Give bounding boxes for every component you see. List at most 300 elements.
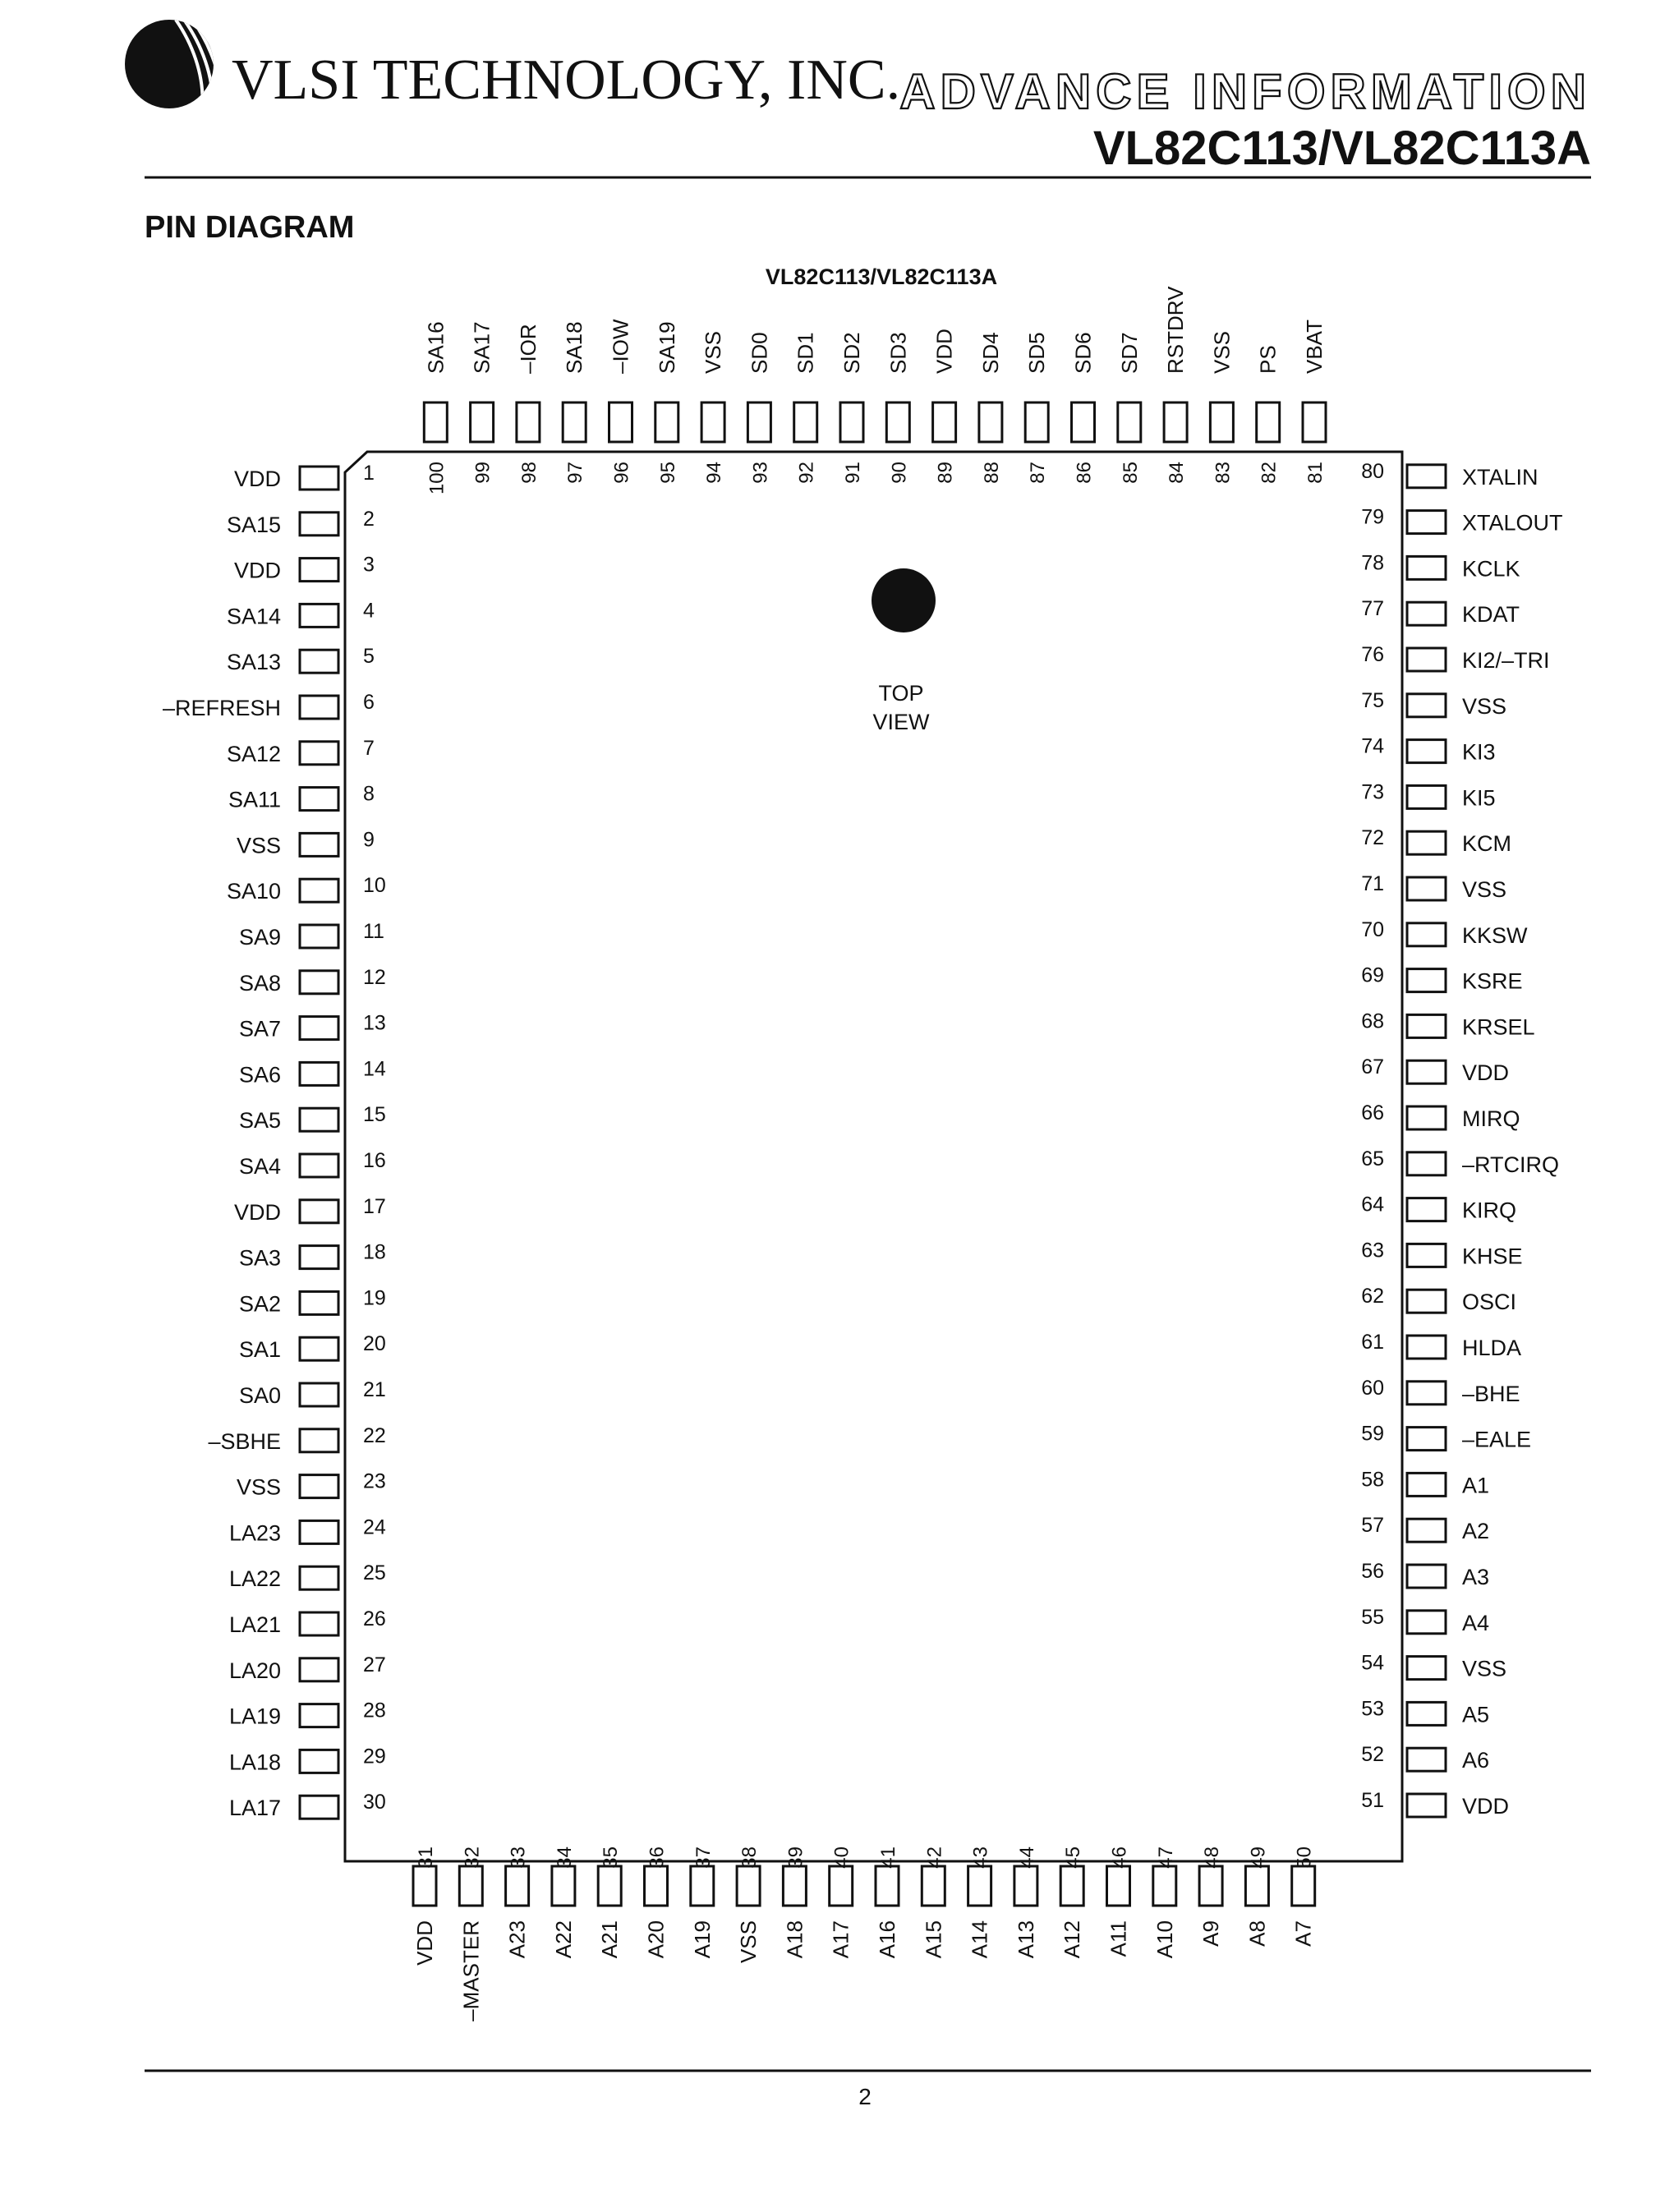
vlsi-logo: [125, 20, 232, 110]
pin-14-name: SA6: [238, 1062, 281, 1088]
pin-43-name: A14: [967, 1920, 992, 1959]
pin-48-number: 48: [1201, 1846, 1224, 1869]
pin-24-name: LA23: [228, 1520, 281, 1546]
pin-81-name: VBAT: [1302, 320, 1327, 374]
pin-45-name: A12: [1060, 1920, 1085, 1959]
pin-84-lead: [1164, 402, 1187, 442]
pin-74-number: 74: [1361, 734, 1384, 758]
pin-25-number: 25: [363, 1561, 386, 1585]
pin-58-number: 58: [1361, 1468, 1384, 1492]
pin-27-name: LA20: [228, 1658, 281, 1683]
pin-51-lead: [1407, 1794, 1446, 1817]
pin-31-name: VDD: [412, 1920, 437, 1966]
pin-73-lead: [1407, 785, 1446, 808]
pin-82-name: PS: [1255, 345, 1281, 374]
pin-11-lead: [300, 925, 338, 948]
right-pin-row: [1361, 460, 1562, 1819]
pin-79-name: XTALOUT: [1462, 510, 1563, 536]
pin-90-name: SD3: [885, 332, 911, 374]
pin-12-name: SA8: [238, 970, 281, 996]
pin-29-name: LA18: [228, 1750, 281, 1775]
pin-86-name: SD6: [1070, 332, 1096, 374]
pin-9-lead: [300, 833, 338, 856]
pin-51-number: 51: [1361, 1789, 1384, 1812]
pin-23-name: VSS: [236, 1474, 281, 1500]
pin-74-name: KI3: [1462, 739, 1496, 765]
pin-15-number: 15: [363, 1103, 386, 1127]
pin-32-number: 32: [461, 1846, 484, 1869]
pin-62-number: 62: [1361, 1285, 1384, 1308]
pin-100-number: 100: [425, 462, 448, 495]
pin-43-lead: [968, 1866, 991, 1906]
pin-29-number: 29: [363, 1745, 386, 1768]
pin-52-name: A6: [1462, 1748, 1490, 1773]
pin-62-lead: [1407, 1290, 1446, 1313]
pin-46-lead: [1107, 1866, 1130, 1906]
pin-32-name: –MASTER: [458, 1920, 484, 2021]
pin-44-lead: [1014, 1866, 1037, 1906]
pin-5-name: SA13: [226, 650, 281, 675]
pin-33-lead: [506, 1866, 529, 1906]
bottom-pin-row: [412, 1846, 1316, 2021]
pin-1-lead: [300, 467, 338, 490]
pin-61-name: HLDA: [1462, 1336, 1522, 1360]
pin-93-name: SD0: [747, 332, 772, 374]
pin-83-lead: [1210, 402, 1233, 442]
pin-60-lead: [1407, 1382, 1446, 1405]
pin-20-lead: [300, 1337, 338, 1360]
pin-97-name: SA18: [562, 321, 587, 374]
pin-47-number: 47: [1154, 1846, 1177, 1869]
pin-34-lead: [552, 1866, 575, 1906]
pin-18-number: 18: [363, 1240, 386, 1264]
pin-51-name: VDD: [1462, 1794, 1510, 1819]
pin-16-number: 16: [363, 1149, 386, 1172]
pin-90-number: 90: [888, 462, 911, 484]
pin-65-lead: [1407, 1152, 1446, 1175]
pin-18-lead: [300, 1246, 338, 1269]
pin-34-number: 34: [553, 1846, 576, 1869]
pin-27-lead: [300, 1658, 338, 1681]
pin-61-lead: [1407, 1336, 1446, 1359]
pin-99-lead: [471, 402, 494, 442]
pin-44-name: A13: [1013, 1920, 1038, 1959]
pin-1-number: 1: [363, 462, 375, 485]
pin-36-name: A20: [643, 1920, 669, 1959]
pin-19-lead: [300, 1291, 338, 1314]
pin-37-number: 37: [692, 1846, 715, 1869]
pin-41-name: A16: [875, 1920, 899, 1959]
pin-89-name: VDD: [931, 329, 957, 374]
pin-65-number: 65: [1361, 1147, 1384, 1170]
pin-3-number: 3: [363, 553, 375, 577]
pin-82-number: 82: [1258, 462, 1281, 484]
pin-66-number: 66: [1361, 1101, 1384, 1124]
pin-70-number: 70: [1361, 917, 1384, 941]
pin-71-lead: [1407, 877, 1446, 900]
company-name: VLSI TECHNOLOGY, INC.: [232, 48, 901, 112]
pin-75-number: 75: [1361, 688, 1384, 712]
pin-15-name: SA5: [238, 1108, 281, 1134]
pin-65-name: –RTCIRQ: [1462, 1152, 1560, 1177]
pin-37-name: A19: [689, 1920, 715, 1959]
pin-98-lead: [517, 402, 540, 442]
pin-49-number: 49: [1247, 1846, 1270, 1869]
pin-14-number: 14: [363, 1057, 386, 1081]
pin-49-name: A8: [1244, 1920, 1270, 1947]
pin-13-number: 13: [363, 1011, 386, 1035]
pin-79-number: 79: [1361, 505, 1384, 529]
pin-36-lead: [645, 1866, 668, 1906]
page-number: 2: [858, 2084, 872, 2109]
pin-76-number: 76: [1361, 643, 1384, 666]
pin-68-number: 68: [1361, 1009, 1384, 1033]
pin-100-lead: [424, 402, 447, 442]
pin-70-lead: [1407, 923, 1446, 946]
pin-90-lead: [886, 402, 909, 442]
top-view-label-line2: VIEW: [872, 710, 930, 734]
pin-21-number: 21: [363, 1378, 386, 1401]
pin-64-name: KIRQ: [1462, 1198, 1517, 1223]
pin-60-name: –BHE: [1462, 1381, 1520, 1406]
pin-22-name: –SBHE: [208, 1428, 281, 1454]
pin-7-name: SA12: [226, 741, 281, 766]
pin-33-name: A23: [504, 1920, 530, 1959]
pin-88-name: SD4: [977, 332, 1003, 374]
pin-96-lead: [609, 402, 632, 442]
pin-45-lead: [1060, 1866, 1083, 1906]
pin-4-number: 4: [363, 599, 375, 623]
pin-50-name: A7: [1290, 1920, 1316, 1947]
pin-66-name: MIRQ: [1462, 1106, 1520, 1131]
pin-25-lead: [300, 1566, 338, 1589]
pin-12-number: 12: [363, 965, 386, 989]
pin-75-name: VSS: [1462, 693, 1507, 719]
pin-16-name: SA4: [238, 1154, 281, 1179]
pin-30-name: LA17: [228, 1796, 281, 1821]
pin-94-name: VSS: [701, 330, 726, 374]
top-pin-row: [423, 286, 1327, 494]
pin-30-lead: [300, 1796, 338, 1819]
pin-78-number: 78: [1361, 551, 1384, 575]
pin-27-number: 27: [363, 1653, 386, 1676]
pin-56-lead: [1407, 1565, 1446, 1588]
pin-5-lead: [300, 650, 338, 673]
pin-42-name: A15: [921, 1920, 946, 1959]
pin-1-name: VDD: [233, 467, 281, 491]
pin-73-name: KI5: [1462, 785, 1496, 811]
pin-6-number: 6: [363, 691, 375, 714]
pin-40-name: A17: [828, 1920, 853, 1959]
pin-40-lead: [830, 1866, 853, 1906]
pin-80-number: 80: [1361, 459, 1384, 483]
pin-72-number: 72: [1361, 826, 1384, 850]
pin-53-lead: [1407, 1702, 1446, 1725]
pin-59-lead: [1407, 1428, 1446, 1451]
pin-57-name: A2: [1462, 1519, 1490, 1544]
pin-48-lead: [1199, 1866, 1222, 1906]
pin-89-lead: [933, 402, 956, 442]
pin-6-name: –REFRESH: [162, 696, 281, 720]
pin-36-number: 36: [646, 1846, 669, 1869]
pin-46-number: 46: [1108, 1846, 1131, 1869]
pin-83-name: VSS: [1209, 330, 1235, 374]
pin-45-number: 45: [1062, 1846, 1085, 1869]
section-title: PIN DIAGRAM: [145, 210, 355, 245]
part-number-heading: VL82C113/VL82C113A: [1092, 122, 1591, 175]
pin-41-lead: [876, 1866, 899, 1906]
pin-53-number: 53: [1361, 1697, 1384, 1721]
pin-21-lead: [300, 1383, 338, 1406]
pin-31-lead: [413, 1866, 436, 1906]
pin-47-lead: [1153, 1866, 1176, 1906]
pin-56-number: 56: [1361, 1560, 1384, 1583]
top-view-label-line1: TOP: [878, 681, 924, 706]
pin-13-name: SA7: [238, 1016, 281, 1042]
pin-19-number: 19: [363, 1286, 386, 1310]
pin-24-number: 24: [363, 1515, 386, 1539]
pin-28-lead: [300, 1704, 338, 1727]
pin-64-lead: [1407, 1198, 1446, 1221]
pin-39-lead: [783, 1866, 806, 1906]
pin-91-number: 91: [842, 462, 864, 484]
pin-42-number: 42: [923, 1846, 946, 1869]
pin-58-name: A1: [1462, 1473, 1490, 1498]
pin-37-lead: [691, 1866, 714, 1906]
pin-78-name: KCLK: [1462, 556, 1520, 582]
pin-69-name: KSRE: [1462, 968, 1523, 994]
pin-8-number: 8: [363, 782, 375, 806]
pin-18-name: SA3: [238, 1245, 281, 1271]
pin-29-lead: [300, 1750, 338, 1773]
pin-12-lead: [300, 971, 338, 994]
pin-91-name: SD2: [839, 332, 864, 374]
pin-49-lead: [1245, 1866, 1268, 1906]
pin-28-number: 28: [363, 1699, 386, 1722]
pin-one-indicator-dot: [872, 568, 936, 632]
pin-39-name: A18: [782, 1920, 807, 1959]
pin-97-lead: [563, 402, 586, 442]
pin-5-number: 5: [363, 645, 375, 669]
advance-information-banner: ADVANCE INFORMATION: [899, 64, 1591, 119]
pin-80-name: XTALIN: [1462, 464, 1539, 490]
pin-38-name: VSS: [736, 1920, 761, 1964]
pin-11-name: SA9: [238, 925, 281, 950]
pin-2-name: SA15: [226, 512, 281, 537]
pin-59-name: –EALE: [1462, 1427, 1532, 1452]
pin-84-name: RSTDRV: [1163, 286, 1189, 374]
pin-75-lead: [1407, 694, 1446, 717]
pin-52-number: 52: [1361, 1743, 1384, 1767]
pin-92-lead: [794, 402, 817, 442]
pin-3-name: VDD: [233, 558, 281, 583]
pin-71-number: 71: [1361, 872, 1384, 895]
pin-69-number: 69: [1361, 963, 1384, 987]
pin-96-name: –IOW: [608, 319, 633, 374]
pin-100-name: SA16: [423, 321, 448, 374]
pin-69-lead: [1407, 969, 1446, 992]
pin-63-lead: [1407, 1244, 1446, 1267]
pin-96-number: 96: [610, 462, 633, 484]
pin-55-number: 55: [1361, 1605, 1384, 1629]
pin-68-name: KRSEL: [1462, 1014, 1535, 1040]
pin-76-lead: [1407, 648, 1446, 671]
pin-85-lead: [1118, 402, 1141, 442]
pin-97-number: 97: [564, 462, 587, 484]
pin-70-name: KKSW: [1462, 922, 1528, 948]
pin-35-number: 35: [600, 1846, 623, 1869]
pin-99-name: SA17: [469, 321, 494, 374]
pin-98-number: 98: [517, 462, 540, 484]
pin-76-name: KI2/–TRI: [1462, 648, 1550, 673]
pin-44-number: 44: [1015, 1846, 1038, 1869]
pin-86-lead: [1072, 402, 1095, 442]
pin-8-name: SA11: [228, 787, 281, 812]
pin-39-number: 39: [784, 1846, 807, 1869]
pin-88-number: 88: [980, 462, 1003, 484]
pin-94-number: 94: [703, 462, 726, 484]
pin-33-number: 33: [507, 1846, 530, 1869]
pin-17-number: 17: [363, 1194, 386, 1218]
pin-14-lead: [300, 1062, 338, 1085]
pin-85-name: SD7: [1116, 332, 1142, 374]
pin-13-lead: [300, 1017, 338, 1040]
pin-50-lead: [1292, 1866, 1315, 1906]
pin-22-number: 22: [363, 1423, 386, 1447]
left-pin-row: [163, 462, 386, 1820]
pin-81-number: 81: [1304, 462, 1327, 484]
pin-89-number: 89: [934, 462, 957, 484]
pin-58-lead: [1407, 1473, 1446, 1496]
pin-72-name: KCM: [1462, 831, 1511, 857]
pin-4-name: SA14: [226, 604, 281, 629]
pin-57-number: 57: [1361, 1514, 1384, 1538]
pin-77-name: KDAT: [1462, 602, 1520, 628]
pin-62-name: OSCI: [1462, 1290, 1517, 1315]
chip-title: VL82C113/VL82C113A: [765, 264, 998, 289]
pin-35-name: A21: [597, 1920, 623, 1959]
pin-43-number: 43: [969, 1846, 992, 1869]
pin-82-lead: [1257, 402, 1280, 442]
pin-50-number: 50: [1293, 1846, 1316, 1869]
pin-2-lead: [300, 513, 338, 536]
pin-80-lead: [1407, 465, 1446, 488]
pin-53-name: A5: [1462, 1702, 1490, 1727]
pin-87-name: SD5: [1024, 332, 1050, 374]
pin-21-name: SA0: [238, 1383, 281, 1408]
pin-7-lead: [300, 742, 338, 765]
pin-46-name: A11: [1106, 1920, 1131, 1957]
pin-38-number: 38: [738, 1846, 761, 1869]
pin-74-lead: [1407, 740, 1446, 763]
pin-79-lead: [1407, 511, 1446, 534]
pin-32-lead: [459, 1866, 482, 1906]
pin-52-lead: [1407, 1748, 1446, 1771]
pin-67-number: 67: [1361, 1055, 1384, 1079]
pin-38-lead: [737, 1866, 760, 1906]
pin-24-lead: [300, 1520, 338, 1543]
pin-17-lead: [300, 1200, 338, 1223]
pin-84-number: 84: [1166, 462, 1189, 484]
pin-26-lead: [300, 1612, 338, 1635]
pin-68-lead: [1407, 1014, 1446, 1037]
pin-57-lead: [1407, 1519, 1446, 1542]
pin-34-name: A22: [550, 1920, 576, 1959]
pin-86-number: 86: [1073, 462, 1096, 484]
pin-55-name: A4: [1462, 1610, 1490, 1635]
pin-35-lead: [598, 1866, 621, 1906]
pin-93-number: 93: [749, 462, 772, 484]
pin-54-number: 54: [1361, 1651, 1384, 1675]
pin-71-name: VSS: [1462, 877, 1507, 902]
pin-93-lead: [747, 402, 770, 442]
pin-56-name: A3: [1462, 1565, 1490, 1589]
pin-8-lead: [300, 788, 338, 811]
pin-87-number: 87: [1027, 462, 1050, 484]
pin-2-number: 2: [363, 507, 375, 531]
pin-15-lead: [300, 1108, 338, 1131]
pin-95-lead: [655, 402, 678, 442]
pin-9-number: 9: [363, 828, 375, 852]
pin-63-number: 63: [1361, 1239, 1384, 1262]
pin-78-lead: [1407, 556, 1446, 579]
pin-23-lead: [300, 1475, 338, 1498]
pin-25-name: LA22: [228, 1566, 281, 1592]
chip-body-outline: [345, 452, 1402, 1861]
pin-55-lead: [1407, 1611, 1446, 1634]
pin-83-number: 83: [1212, 462, 1235, 484]
pin-59-number: 59: [1361, 1422, 1384, 1446]
pin-4-lead: [300, 604, 338, 627]
pin-10-lead: [300, 879, 338, 902]
pin-42-lead: [922, 1866, 945, 1906]
pin-66-lead: [1407, 1106, 1446, 1129]
pin-99-number: 99: [471, 462, 494, 484]
pin-88-lead: [979, 402, 1002, 442]
pin-77-number: 77: [1361, 597, 1384, 621]
pin-28-name: LA19: [228, 1704, 281, 1729]
pin-87-lead: [1025, 402, 1048, 442]
pin-60-number: 60: [1361, 1376, 1384, 1400]
pin-67-lead: [1407, 1060, 1446, 1083]
pin-7-number: 7: [363, 736, 375, 760]
pin-73-number: 73: [1361, 780, 1384, 804]
pin-3-lead: [300, 559, 338, 582]
pin-77-lead: [1407, 602, 1446, 625]
pin-94-lead: [701, 402, 724, 442]
pin-64-number: 64: [1361, 1193, 1384, 1216]
pin-98-name: –IOR: [515, 324, 540, 374]
pin-95-name: SA19: [654, 321, 679, 374]
pin-23-number: 23: [363, 1469, 386, 1493]
pin-10-name: SA10: [226, 879, 281, 904]
pin-41-number: 41: [877, 1846, 899, 1869]
pin-67-name: VDD: [1462, 1060, 1510, 1086]
pin-54-lead: [1407, 1657, 1446, 1680]
pin-31-number: 31: [415, 1846, 437, 1869]
pin-30-number: 30: [363, 1791, 386, 1814]
pin-47-name: A10: [1152, 1920, 1177, 1959]
pin-20-name: SA1: [238, 1337, 281, 1363]
pin-92-name: SD1: [793, 332, 818, 374]
pin-20-number: 20: [363, 1332, 386, 1356]
pin-48-name: A9: [1198, 1920, 1224, 1947]
pin-9-name: VSS: [236, 833, 281, 858]
pin-16-lead: [300, 1154, 338, 1177]
pin-95-number: 95: [656, 462, 679, 484]
pin-81-lead: [1303, 402, 1326, 442]
pin-63-name: KHSE: [1462, 1244, 1523, 1269]
